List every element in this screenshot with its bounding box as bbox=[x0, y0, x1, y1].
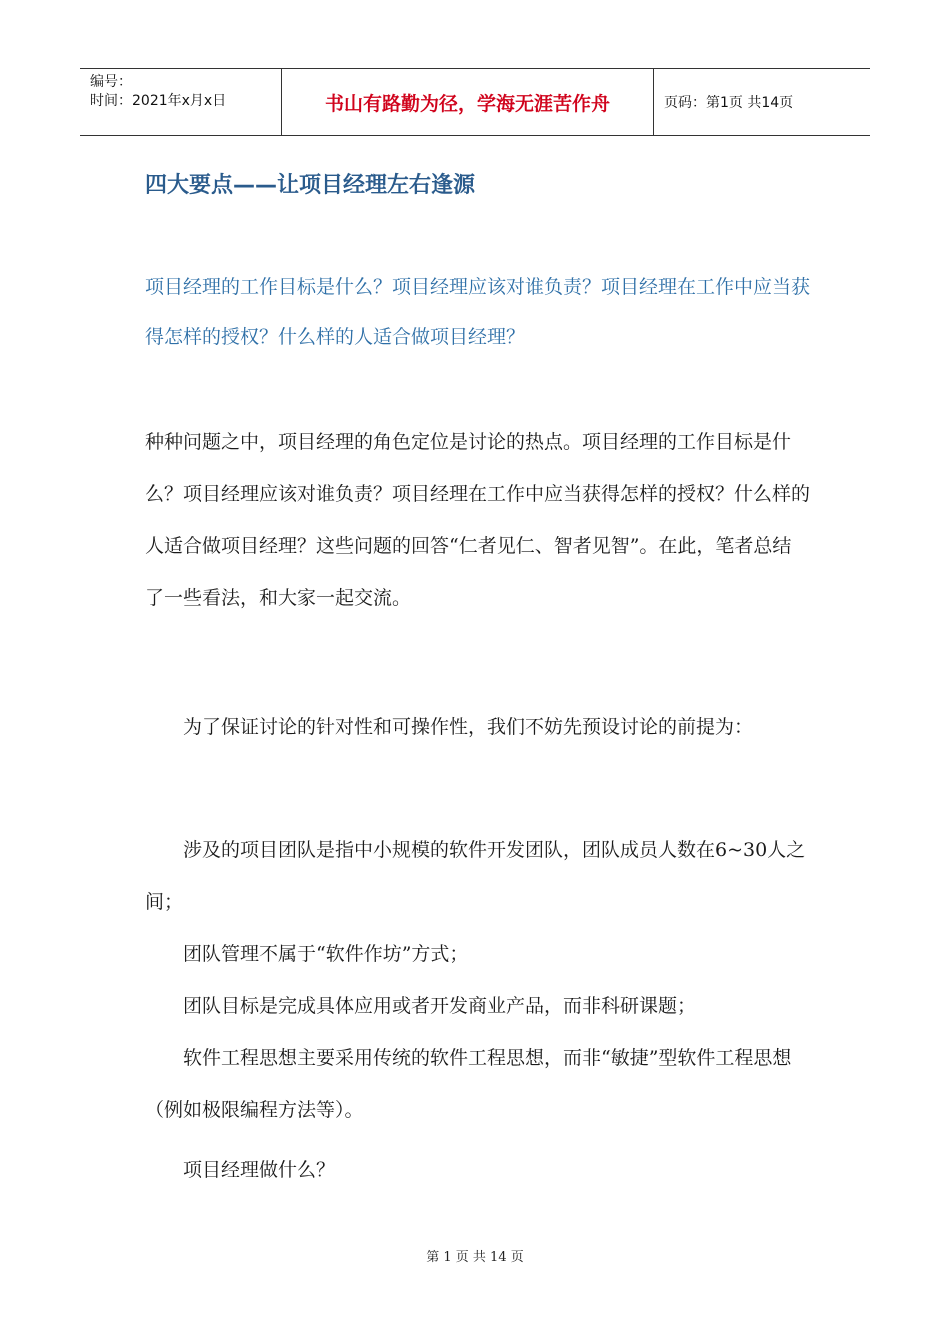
time-label: 时间：2021年x月x日 bbox=[90, 93, 227, 109]
page-subtitle: 项目经理的工作目标是什么？项目经理应该对谁负责？项目经理在工作中应当获得怎样的授权？什么样的人适合做项目经理？ bbox=[145, 276, 811, 348]
paragraph-intro: 种种问题之中，项目经理的角色定位是讨论的热点。项目经理的工作目标是什么？项目经理应该对谁负责？项目经理在工作中应当获得怎样的授权？什么样的人适合做项目经理？这些问题的回答“仁者见仁、智者见智”。在此，笔者总结了一些看法，和大家一起交流。 bbox=[145, 431, 811, 609]
paragraph-methodology: 软件工程思想主要采用传统的软件工程思想，而非“敏捷”型软件工程思想（例如极限编程方法等）。 bbox=[145, 1047, 792, 1121]
body-section-2 bbox=[145, 701, 810, 753]
number-label: 编号： bbox=[90, 74, 132, 90]
paragraph-question: 项目经理做什么？ bbox=[183, 1159, 336, 1181]
paragraph-goal: 团队目标是完成具体应用或者开发商业产品，而非科研课题； bbox=[183, 995, 697, 1017]
document-header bbox=[80, 68, 870, 136]
paragraph-management: 团队管理不属于“软件作坊”方式； bbox=[183, 943, 469, 965]
body-section-4 bbox=[145, 1144, 810, 1196]
paragraph-premise: 为了保证讨论的针对性和可操作性，我们不妨先预设讨论的前提为： bbox=[183, 716, 754, 738]
paragraph-team-size: 涉及的项目团队是指中小规模的软件开发团队，团队成员人数在6~30人之间； bbox=[145, 839, 806, 913]
header-motto: 书山有路勤为径，学海无涯苦作舟 bbox=[282, 69, 654, 135]
page-footer: 第 1 页 共 14 页 bbox=[426, 1250, 524, 1265]
header-page-label: 页码：第1页 共14页 bbox=[664, 95, 794, 111]
page-title: 四大要点——让项目经理左右逢源 bbox=[145, 173, 476, 198]
body-section-1 bbox=[145, 416, 810, 624]
header-meta bbox=[80, 69, 282, 135]
body-section-3 bbox=[145, 824, 810, 1136]
